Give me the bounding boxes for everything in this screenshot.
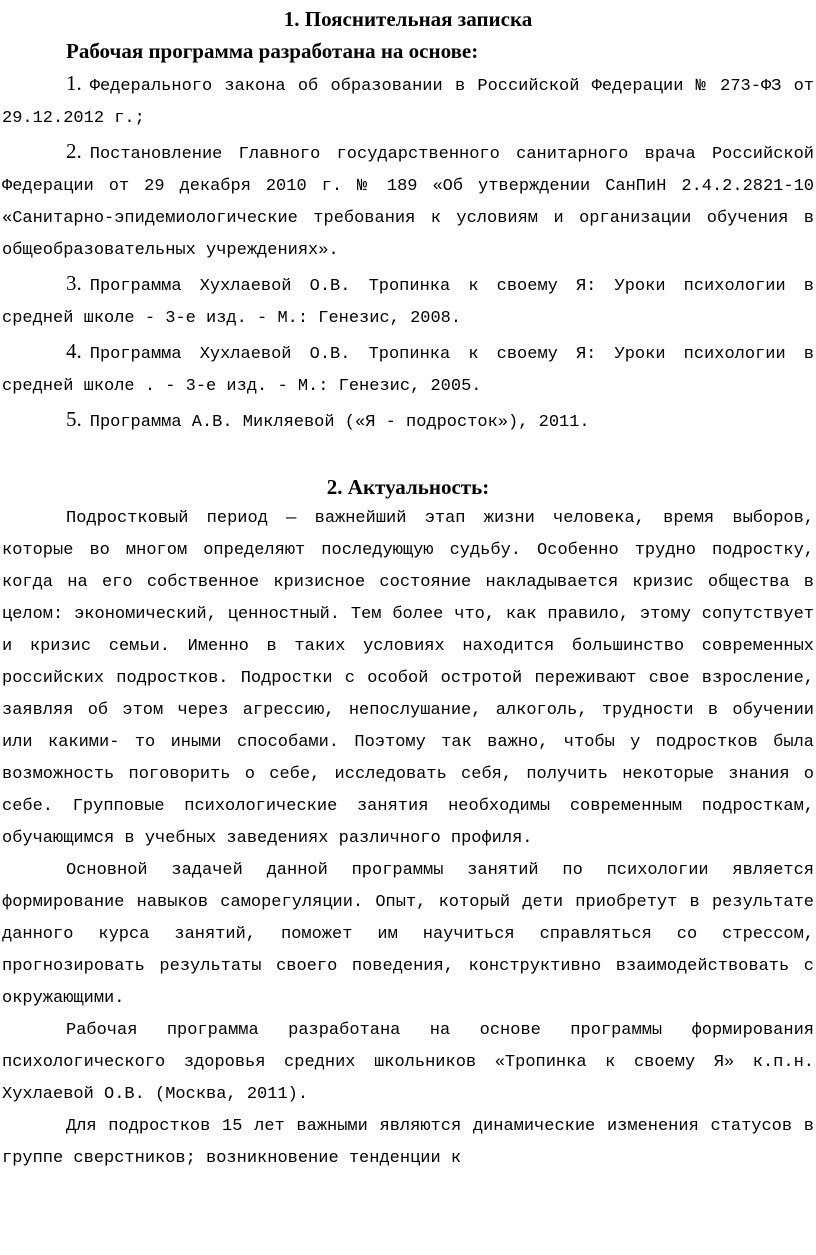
- document-page: [0, 3, 816, 1255]
- body-paragraph: Основной задачей данной программы занятий по психологии является формирование навыков саморегуляции. Опыт, который дети приобретут в результате данного курса занятий, поможет им научиться справляться со стрессом, прогнозировать результаты своего поведения, конструктивно взаимодействовать с окружающими.: [2, 861, 814, 1008]
- section-1-subtitle: Рабочая программа разработана на основе:: [66, 39, 479, 63]
- list-item-number: 1.: [66, 71, 82, 95]
- list-item-number: 2.: [66, 139, 82, 163]
- basis-list: [2, 67, 814, 439]
- body-paragraph: Для подростков 15 лет важными являются динамические изменения статусов в группе сверстников; возникновение тенденции к: [2, 1117, 814, 1168]
- list-item: [2, 335, 814, 403]
- section-2-title: 2. Актуальность:: [326, 475, 490, 499]
- list-item-text: Программа Хухлаевой О.В. Тропинка к своему Я: Уроки психологии в средней школе - 3-е изд. - М.: Генезис, 2008.: [2, 277, 814, 328]
- list-item-text: Постановление Главного государственного санитарного врача Российской Федерации от 29 декабря 2010 г. № 189 «Об утверждении СанПиН 2.4.2.2821-10 «Санитарно-эпидемиологические требования к условиям и организации обучения в общеобразовательных учреждениях».: [2, 145, 814, 260]
- list-item: [2, 403, 814, 439]
- list-item-number: 3.: [66, 271, 82, 295]
- section-1-title: 1. Пояснительная записка: [283, 7, 533, 31]
- body-paragraph: Подростковый период — важнейший этап жизни человека, время выборов, которые во многом определяют последующую судьбу. Особенно трудно подростку, когда на его собственное кризисное состояние накладывается кризис общества в целом: экономический, ценностный. Тем более что, как правило, этому сопутствует и кризис семьи. Именно в таких условиях находится большинство современных российских подростков. Подростки с особой остротой переживают свое взросление, заявляя об этом через агрессию, непослушание, алкоголь, трудности в обучении или какими- то иными способами. Поэтому так важно, чтобы у подростков была возможность поговорить о себе, исследовать себя, получить некоторые знания о себе. Групповые психологические занятия необходимы современным подросткам, обучающимся в учебных заведениях различного профиля.: [2, 509, 814, 848]
- list-item: [2, 67, 814, 135]
- body-paragraph: Рабочая программа разработана на основе программы формирования психологического здоровья средних школьников «Тропинка к своему Я» к.п.н. Хухлаевой О.В. (Москва, 2011).: [2, 1021, 814, 1104]
- list-item-number: 5.: [66, 407, 82, 431]
- list-item-number: 4.: [66, 339, 82, 363]
- list-item-text: Программа Хухлаевой О.В. Тропинка к своему Я: Уроки психологии в средней школе . - 3-е изд. - М.: Генезис, 2005.: [2, 345, 814, 396]
- list-item: [2, 267, 814, 335]
- list-item-text: Программа А.В. Микляевой («Я - подросток»), 2011.: [89, 413, 590, 432]
- section-gap: [2, 439, 814, 471]
- list-item-text: Федерального закона об образовании в Российской Федерации № 273-ФЗ от 29.12.2012 г.;: [2, 77, 814, 128]
- list-item: [2, 135, 814, 267]
